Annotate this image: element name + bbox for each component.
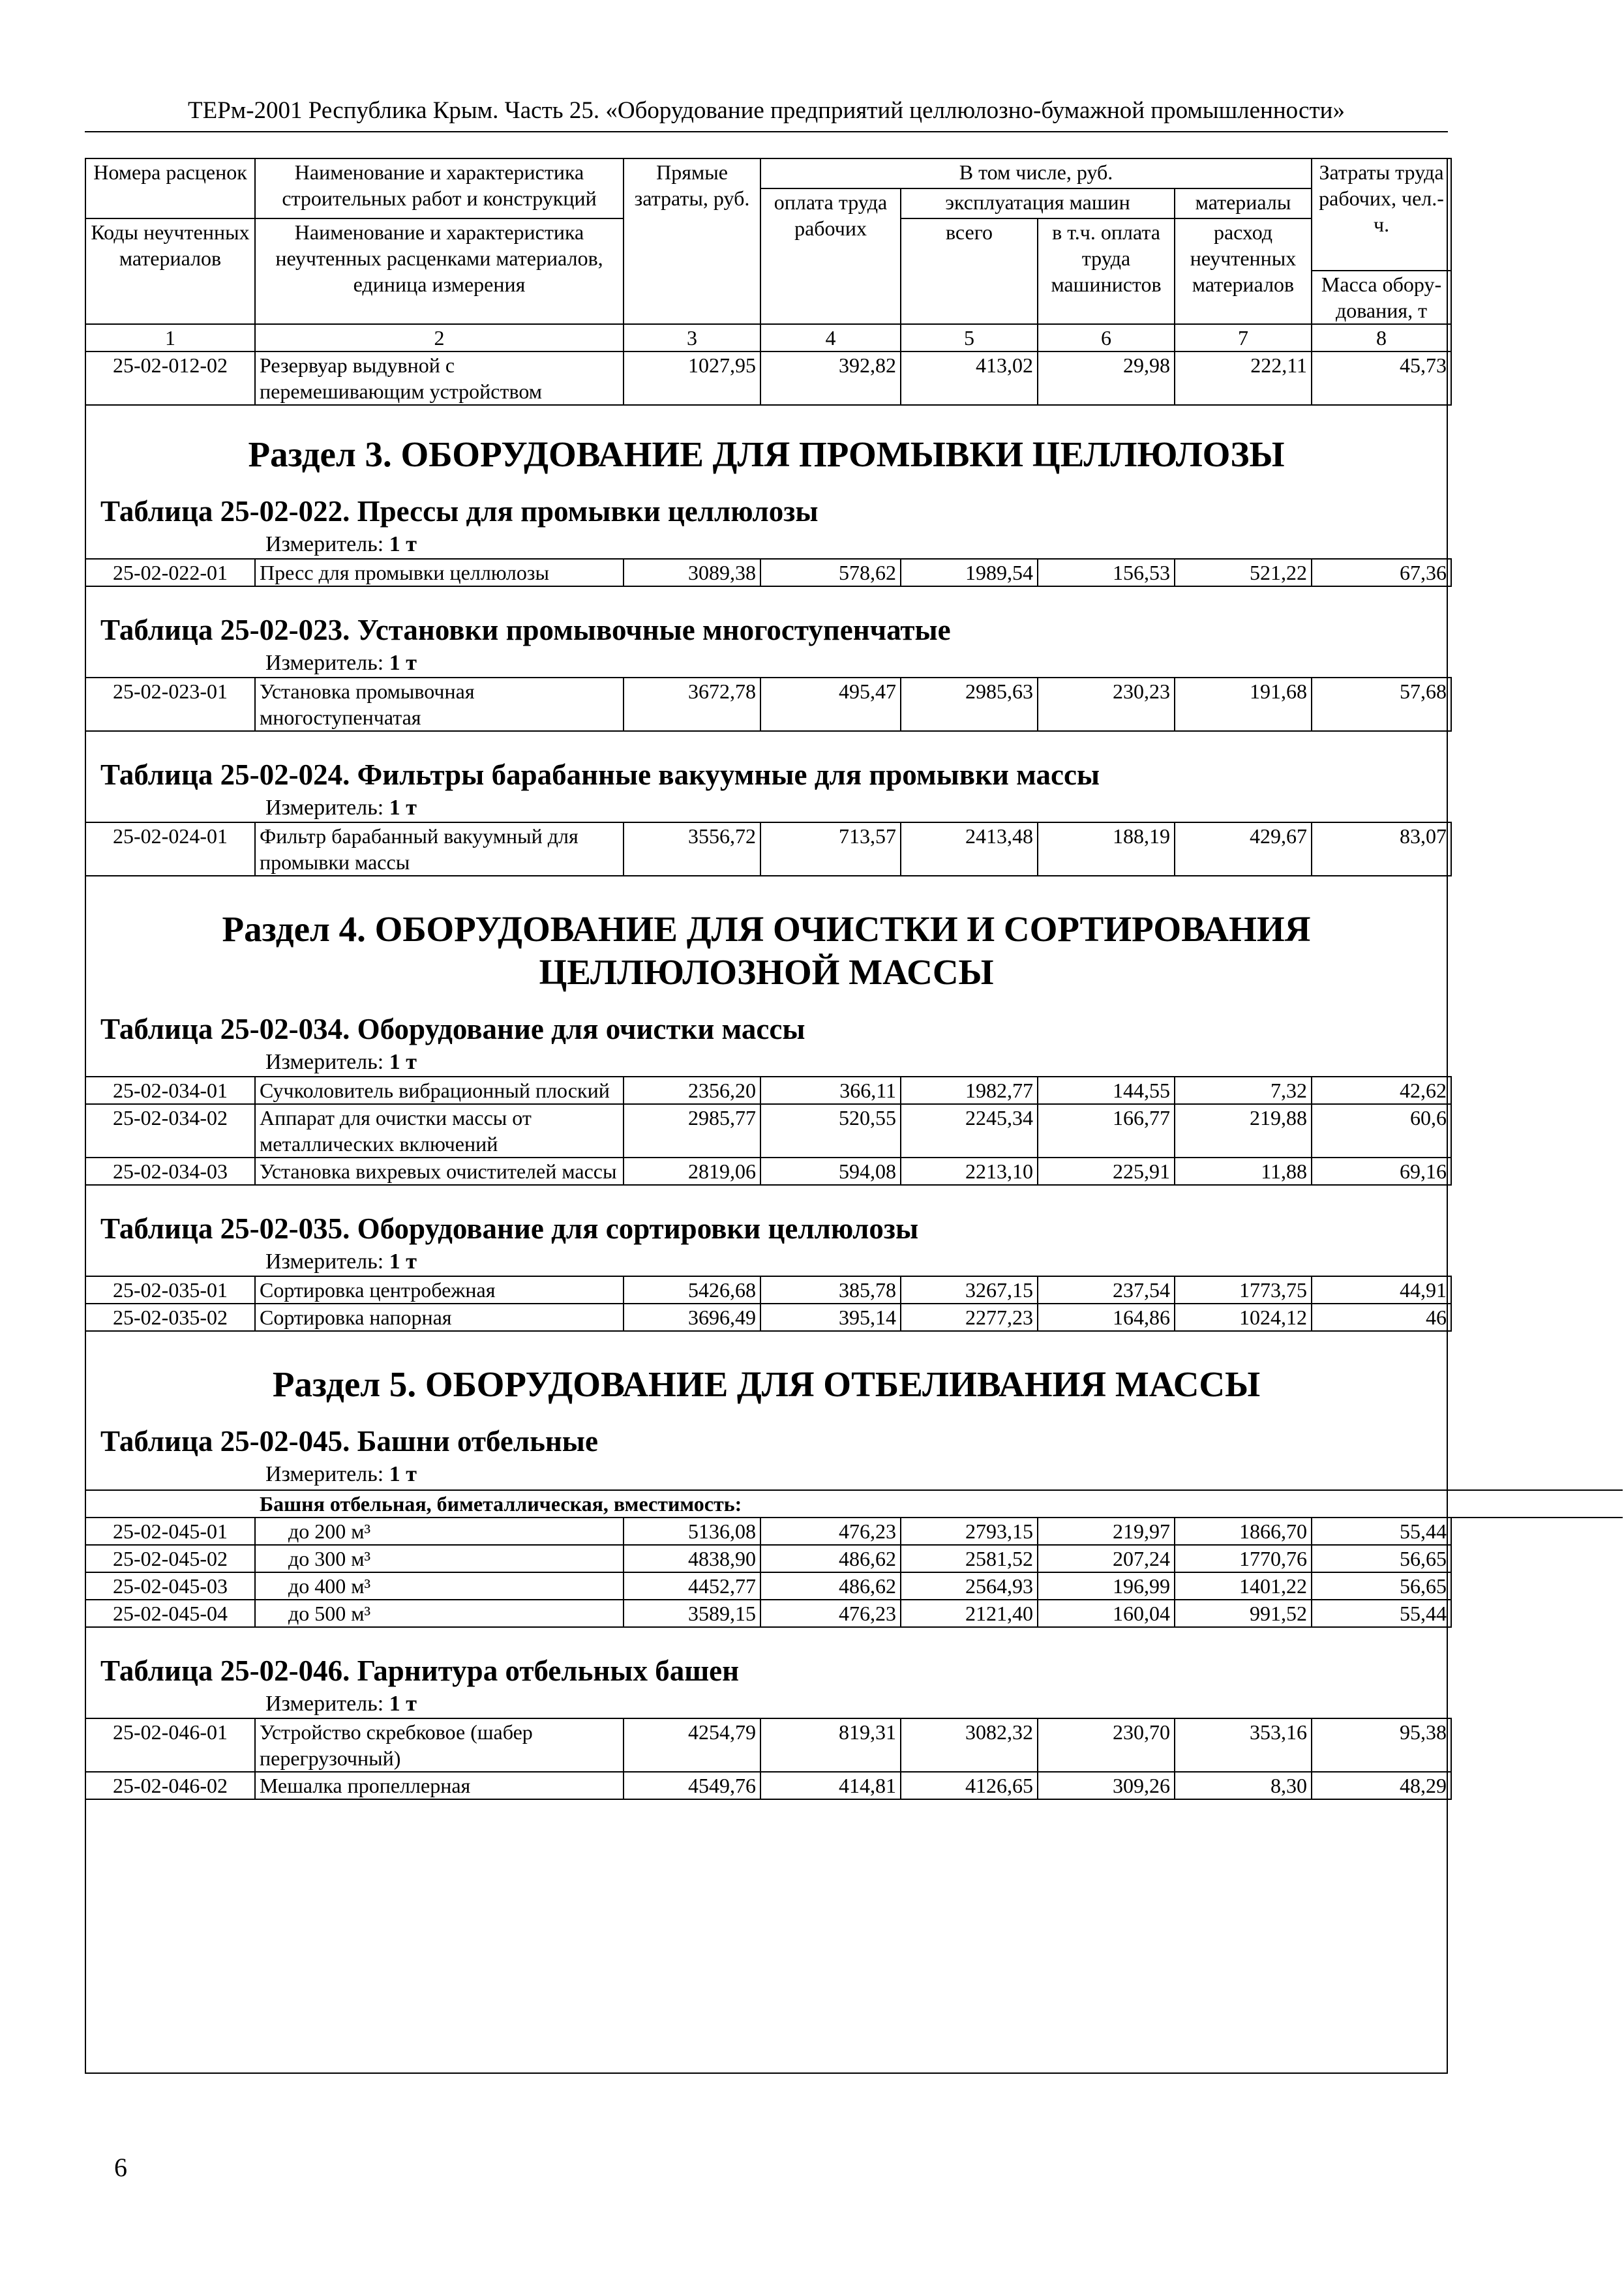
row-labor-cost: 495,47	[760, 678, 901, 731]
row-materials-cost: 1024,12	[1175, 1304, 1312, 1331]
content-frame	[85, 158, 1448, 2074]
row-name: Пресс для промывки целлюлозы	[255, 559, 624, 586]
running-head: ТЕРм-2001 Республика Крым. Часть 25. «Оборудование предприятий целлюлозно-бумажной промышленности»	[85, 97, 1448, 132]
row-labor-hours: 46	[1312, 1304, 1451, 1331]
group-machines-header: эксплуатация машин	[901, 188, 1175, 218]
table-row	[85, 559, 1451, 586]
row-code: 25-02-023-01	[85, 678, 255, 731]
row-code: 25-02-046-02	[85, 1772, 255, 1799]
table-row	[85, 1600, 1451, 1627]
row-materials-cost: 1773,75	[1175, 1276, 1312, 1304]
row-labor-cost: 486,62	[760, 1572, 901, 1600]
row-labor-hours: 44,91	[1312, 1276, 1451, 1304]
row-code: 25-02-012-02	[85, 352, 255, 405]
row-direct-cost: 5426,68	[624, 1276, 760, 1304]
row-materials-cost: 222,11	[1175, 352, 1312, 405]
row-operators-cost: 207,24	[1038, 1545, 1175, 1572]
row-name: до 400 м³	[255, 1572, 624, 1600]
row-machines-cost: 4126,65	[901, 1772, 1038, 1799]
row-code: 25-02-035-02	[85, 1304, 255, 1331]
row-machines-cost: 2121,40	[901, 1600, 1038, 1627]
row-operators-cost: 219,97	[1038, 1518, 1175, 1545]
row-name: Установка вихревых очистителей массы	[255, 1158, 624, 1185]
row-materials-cost: 11,88	[1175, 1158, 1312, 1185]
row-operators-cost: 225,91	[1038, 1158, 1175, 1185]
row-name: Установка промывочная многоступенчатая	[255, 678, 624, 731]
table-title: Таблица 25-02-034. Оборудование для очистки массы	[100, 1013, 805, 1045]
row-machines-cost: 2245,34	[901, 1104, 1038, 1158]
row-code: 25-02-034-01	[85, 1077, 255, 1104]
row-direct-cost: 5136,08	[624, 1518, 760, 1545]
row-labor-cost: 578,62	[760, 559, 901, 586]
row-code: 25-02-045-02	[85, 1545, 255, 1572]
col-number: 5	[901, 324, 1038, 352]
row-direct-cost: 1027,95	[624, 352, 760, 405]
row-labor-hours: 60,6	[1312, 1104, 1451, 1158]
unit-label: Измеритель: 1 т	[265, 651, 417, 675]
table-row	[85, 1572, 1451, 1600]
row-name: Аппарат для очистки массы от металлических включений	[255, 1104, 624, 1158]
row-direct-cost: 4549,76	[624, 1772, 760, 1799]
row-name: до 500 м³	[255, 1600, 624, 1627]
row-labor-hours: 56,65	[1312, 1572, 1451, 1600]
section-3-title: Раздел 3. ОБОРУДОВАНИЕ ДЛЯ ПРОМЫВКИ ЦЕЛЛЮЛОЗЫ	[248, 434, 1285, 474]
row-direct-cost: 2985,77	[624, 1104, 760, 1158]
row-machines-cost: 2564,93	[901, 1572, 1038, 1600]
header-table	[85, 158, 1452, 406]
row-machines-cost: 1982,77	[901, 1077, 1038, 1104]
unit-label: Измеритель: 1 т	[265, 1050, 417, 1074]
row-code: 25-02-045-01	[85, 1518, 255, 1545]
table-title: Таблица 25-02-022. Прессы для промывки целлюлозы	[100, 495, 819, 528]
group-materials-header: материалы	[1175, 188, 1312, 218]
row-materials-cost: 191,68	[1175, 678, 1312, 731]
unit-label: Измеритель: 1 т	[265, 1462, 417, 1486]
row-direct-cost: 4452,77	[624, 1572, 760, 1600]
table-row	[85, 1772, 1451, 1799]
row-machines-cost: 3267,15	[901, 1276, 1038, 1304]
col-number: 2	[255, 324, 624, 352]
table-row	[85, 352, 1451, 405]
row-materials-cost: 1770,76	[1175, 1545, 1312, 1572]
row-name: Резервуар выдувной с перемешивающим устройством	[255, 352, 624, 405]
group-incl-header: В том числе, руб.	[760, 158, 1312, 188]
row-name: Сортировка напорная	[255, 1304, 624, 1331]
row-name: до 200 м³	[255, 1518, 624, 1545]
table-title: Таблица 25-02-035. Оборудование для сортировки целлюлозы	[100, 1212, 919, 1245]
row-operators-cost: 230,70	[1038, 1718, 1175, 1772]
unit-label: Измеритель: 1 т	[265, 532, 417, 556]
row-labor-cost: 395,14	[760, 1304, 901, 1331]
row-materials-cost: 8,30	[1175, 1772, 1312, 1799]
row-labor-hours: 83,07	[1312, 822, 1451, 876]
row-labor-cost: 819,31	[760, 1718, 901, 1772]
row-labor-cost: 414,81	[760, 1772, 901, 1799]
row-operators-cost: 164,86	[1038, 1304, 1175, 1331]
table-25-02-024	[85, 822, 1452, 876]
table-25-02-045	[85, 1517, 1452, 1628]
col4-header: оплата труда рабочих	[760, 188, 901, 324]
row-code: 25-02-045-03	[85, 1572, 255, 1600]
col2-top-header: Наименование и характеристика строительных работ и конструкций	[255, 158, 624, 218]
col8-bottom-header: Масса обору-дования, т	[1312, 271, 1451, 324]
col-number: 6	[1038, 324, 1175, 352]
col2-bottom-header: Наименование и характеристика неучтенных расценками материалов, единица измерения	[255, 218, 624, 324]
row-machines-cost: 413,02	[901, 352, 1038, 405]
row-labor-hours: 95,38	[1312, 1718, 1451, 1772]
row-machines-cost: 2413,48	[901, 822, 1038, 876]
row-direct-cost: 4838,90	[624, 1545, 760, 1572]
row-direct-cost: 3696,49	[624, 1304, 760, 1331]
col7-header: расход неучтенных материалов	[1175, 218, 1312, 324]
row-materials-cost: 353,16	[1175, 1718, 1312, 1772]
row-labor-cost: 713,57	[760, 822, 901, 876]
group-band-label: Башня отбельная, биметаллическая, вместимость:	[85, 1489, 1623, 1518]
row-machines-cost: 2277,23	[901, 1304, 1038, 1331]
row-operators-cost: 196,99	[1038, 1572, 1175, 1600]
row-labor-hours: 45,73	[1312, 352, 1451, 405]
col1-bottom-header: Коды неучтенных материалов	[85, 218, 255, 324]
section-4-title-line2: ЦЕЛЛЮЛОЗНОЙ МАССЫ	[539, 952, 994, 992]
row-machines-cost: 2213,10	[901, 1158, 1038, 1185]
row-labor-cost: 366,11	[760, 1077, 901, 1104]
row-labor-cost: 520,55	[760, 1104, 901, 1158]
row-labor-cost: 392,82	[760, 352, 901, 405]
row-materials-cost: 1401,22	[1175, 1572, 1312, 1600]
row-direct-cost: 3672,78	[624, 678, 760, 731]
table-25-02-023	[85, 677, 1452, 732]
table-25-02-034	[85, 1076, 1452, 1186]
row-labor-hours: 56,65	[1312, 1545, 1451, 1572]
row-machines-cost: 2581,52	[901, 1545, 1038, 1572]
row-machines-cost: 2985,63	[901, 678, 1038, 731]
row-name: Сучколовитель вибрационный плоский	[255, 1077, 624, 1104]
row-operators-cost: 188,19	[1038, 822, 1175, 876]
row-code: 25-02-035-01	[85, 1276, 255, 1304]
row-name: Фильтр барабанный вакуумный для промывки массы	[255, 822, 624, 876]
row-materials-cost: 219,88	[1175, 1104, 1312, 1158]
row-materials-cost: 429,67	[1175, 822, 1312, 876]
row-code: 25-02-034-02	[85, 1104, 255, 1158]
row-materials-cost: 991,52	[1175, 1600, 1312, 1627]
col-number: 1	[85, 324, 255, 352]
row-labor-cost: 486,62	[760, 1545, 901, 1572]
unit-label: Измеритель: 1 т	[265, 1249, 417, 1274]
row-code: 25-02-034-03	[85, 1158, 255, 1185]
row-labor-hours: 42,62	[1312, 1077, 1451, 1104]
col5-header: всего	[901, 218, 1038, 324]
col6-header: в т.ч. оплата труда машинистов	[1038, 218, 1175, 324]
table-row	[85, 678, 1451, 731]
table-title: Таблица 25-02-046. Гарнитура отбельных башен	[100, 1654, 740, 1687]
row-labor-hours: 67,36	[1312, 559, 1451, 586]
row-name: до 300 м³	[255, 1545, 624, 1572]
row-labor-hours: 48,29	[1312, 1772, 1451, 1799]
row-materials-cost: 521,22	[1175, 559, 1312, 586]
table-row	[85, 1104, 1451, 1158]
row-code: 25-02-045-04	[85, 1600, 255, 1627]
row-materials-cost: 7,32	[1175, 1077, 1312, 1104]
col1-top-header: Номера расценок	[85, 158, 255, 218]
row-operators-cost: 144,55	[1038, 1077, 1175, 1104]
col-number: 8	[1312, 324, 1451, 352]
row-machines-cost: 1989,54	[901, 559, 1038, 586]
row-labor-hours: 69,16	[1312, 1158, 1451, 1185]
row-operators-cost: 166,77	[1038, 1104, 1175, 1158]
table-row	[85, 1518, 1451, 1545]
row-machines-cost: 2793,15	[901, 1518, 1038, 1545]
row-code: 25-02-046-01	[85, 1718, 255, 1772]
row-labor-hours: 57,68	[1312, 678, 1451, 731]
table-25-02-022	[85, 558, 1452, 587]
table-25-02-035	[85, 1276, 1452, 1332]
section-4-title	[86, 908, 1447, 994]
row-operators-cost: 160,04	[1038, 1600, 1175, 1627]
col-number: 4	[760, 324, 901, 352]
row-name: Сортировка центробежная	[255, 1276, 624, 1304]
row-labor-cost: 476,23	[760, 1600, 901, 1627]
row-materials-cost: 1866,70	[1175, 1518, 1312, 1545]
row-direct-cost: 3556,72	[624, 822, 760, 876]
unit-label: Измеритель: 1 т	[265, 1692, 417, 1716]
row-direct-cost: 3089,38	[624, 559, 760, 586]
table-row	[85, 1276, 1451, 1304]
table-title: Таблица 25-02-045. Башни отбельные	[100, 1425, 598, 1458]
row-labor-cost: 385,78	[760, 1276, 901, 1304]
row-labor-cost: 594,08	[760, 1158, 901, 1185]
row-operators-cost: 29,98	[1038, 352, 1175, 405]
page-number: 6	[114, 2153, 127, 2182]
section-4-title-line1: Раздел 4. ОБОРУДОВАНИЕ ДЛЯ ОЧИСТКИ И СОРТИРОВАНИЯ	[222, 909, 1311, 949]
row-labor-hours: 55,44	[1312, 1518, 1451, 1545]
row-labor-cost: 476,23	[760, 1518, 901, 1545]
table-row	[85, 1077, 1451, 1104]
row-direct-cost: 4254,79	[624, 1718, 760, 1772]
table-title: Таблица 25-02-023. Установки промывочные многоступенчатые	[100, 614, 951, 646]
table-row	[85, 1718, 1451, 1772]
col-number: 3	[624, 324, 760, 352]
table-row	[85, 1545, 1451, 1572]
unit-label: Измеритель: 1 т	[265, 796, 417, 820]
row-operators-cost: 156,53	[1038, 559, 1175, 586]
row-labor-hours: 55,44	[1312, 1600, 1451, 1627]
row-direct-cost: 2356,20	[624, 1077, 760, 1104]
table-row	[85, 1304, 1451, 1331]
row-direct-cost: 2819,06	[624, 1158, 760, 1185]
row-direct-cost: 3589,15	[624, 1600, 760, 1627]
table-25-02-046	[85, 1718, 1452, 1800]
row-name: Мешалка пропеллерная	[255, 1772, 624, 1799]
row-machines-cost: 3082,32	[901, 1718, 1038, 1772]
table-row	[85, 822, 1451, 876]
col3-header: Прямые затраты, руб.	[624, 158, 760, 324]
row-code: 25-02-024-01	[85, 822, 255, 876]
section-5-title: Раздел 5. ОБОРУДОВАНИЕ ДЛЯ ОТБЕЛИВАНИЯ МАССЫ	[272, 1364, 1261, 1404]
row-operators-cost: 237,54	[1038, 1276, 1175, 1304]
table-title: Таблица 25-02-024. Фильтры барабанные вакуумные для промывки массы	[100, 758, 1100, 791]
col8-top-header: Затраты труда рабочих, чел.-ч.	[1312, 158, 1451, 271]
row-operators-cost: 309,26	[1038, 1772, 1175, 1799]
col-number: 7	[1175, 324, 1312, 352]
row-name: Устройство скребковое (шабер перегрузочный)	[255, 1718, 624, 1772]
table-row	[85, 1158, 1451, 1185]
row-operators-cost: 230,23	[1038, 678, 1175, 731]
row-code: 25-02-022-01	[85, 559, 255, 586]
